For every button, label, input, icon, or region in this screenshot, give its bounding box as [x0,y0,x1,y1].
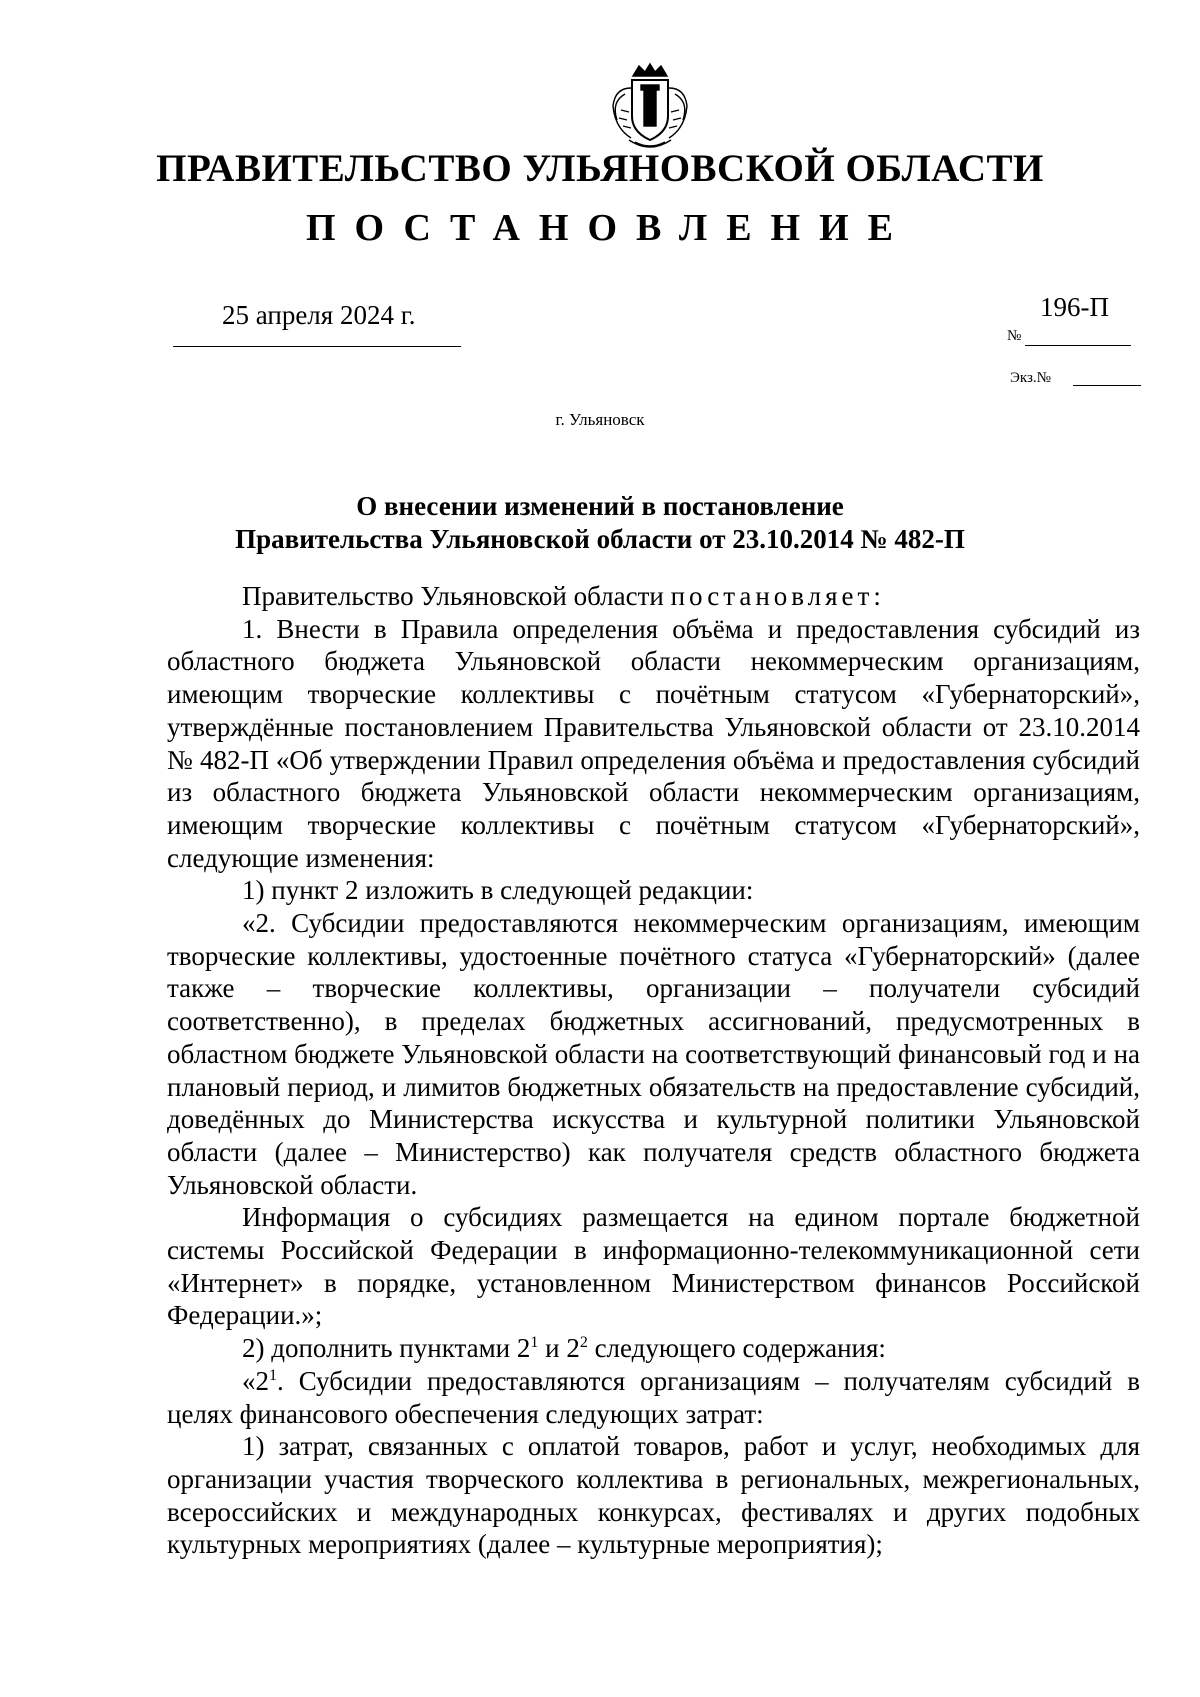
intro-paragraph [167,580,1140,613]
date-underline [173,346,461,347]
paragraph-5 [167,1332,1140,1365]
paragraph-4: Информация о субсидиях размещается на едином портале бюджетной системы Российской Федерации в информационно-телекоммуникационной сети «Интернет» в порядке, установленном Министерством финансов Российской Федерации.»; [167,1202,1140,1331]
coat-of-arms-emblem [605,58,695,154]
p6-part-a: «2 [242,1365,269,1396]
intro-lead: Правительство Ульяновской области [242,581,671,611]
p5-part-b: и 2 [538,1333,580,1364]
subject-line-1: О внесении изменений в постановление [356,491,844,521]
p6-superscript: 1 [269,1366,277,1384]
p5-superscript-2: 2 [579,1334,588,1352]
subject-line-2: Правительства Ульяновской области от 23.10.2014 № 482-П [235,524,965,554]
number-underline [1025,345,1131,346]
document-type-title: ПОСТАНОВЛЕНИЕ [305,207,913,249]
paragraph-2: 1) пункт 2 изложить в следующей редакции: [242,875,754,906]
p6-part-b: . Субсидии предоставляются организациям – получателям субсидий в целях финансового обеспечения следующих затрат: [167,1365,1140,1429]
paragraph-7: 1) затрат, связанных с оплатой товаров, работ и услуг, необходимых для организации участия творческого коллектива в региональных, межрегиональных, всероссийских и международных конкурсах, фестивалях и других подобных культурных мероприятиях (далее – культурные мероприятия); [167,1431,1140,1560]
paragraph-3: «2. Субсидии предоставляются некоммерческим организациям, имеющим творческие коллективы, удостоенные почётного статуса «Губернаторский» (далее также – творческие коллективы, организации – получатели субсидий соответственно), в пределах бюджетных ассигнований, предусмотренных в областном бюджете Ульяновской области на соответствующий финансовый год и на плановый период, и лимитов бюджетных обязательств на предоставление субсидий, доведённых до Министерства искусства и культурной политики Ульяновской области (далее – Министерство) как получателя средств областного бюджета Ульяновской области. [167,908,1140,1200]
intro-end: : [873,581,881,611]
document-number: 196-П [1040,292,1109,322]
paragraph-1: 1. Внести в Правила определения объёма и предоставления субсидий из областного бюджета Ульяновской области некоммерческим организациям, имеющим творческие коллективы с почётным статусом «Губернаторский», утверждённые постановлением Правительства Ульяновской области от 23.10.2014 № 482-П «Об утверждении Правил определения объёма и предоставления субсидий из областного бюджета Ульяновской области некоммерческим организациям, имеющим творческие коллективы с почётным статусом «Губернаторский», следующие изменения: [167,613,1140,873]
government-title: ПРАВИТЕЛЬСТВО УЛЬЯНОВСКОЙ ОБЛАСТИ [156,147,1044,190]
document-body [167,580,1140,1561]
city-name: г. Ульяновск [555,410,645,429]
copy-number-underline [1073,385,1141,386]
p5-superscript-1: 1 [530,1334,539,1352]
p5-part-a: 2) дополнить пунктами 2 [242,1333,531,1364]
copy-number-label: Экз.№ [1010,370,1051,386]
document-subject [0,490,1200,556]
document-date: 25 апреля 2024 г. [222,300,416,330]
intro-verb: постановляет [670,581,874,611]
number-sign: № [1007,328,1022,344]
p5-part-c: следующего содержания: [587,1333,886,1364]
paragraph-6 [167,1365,1140,1430]
